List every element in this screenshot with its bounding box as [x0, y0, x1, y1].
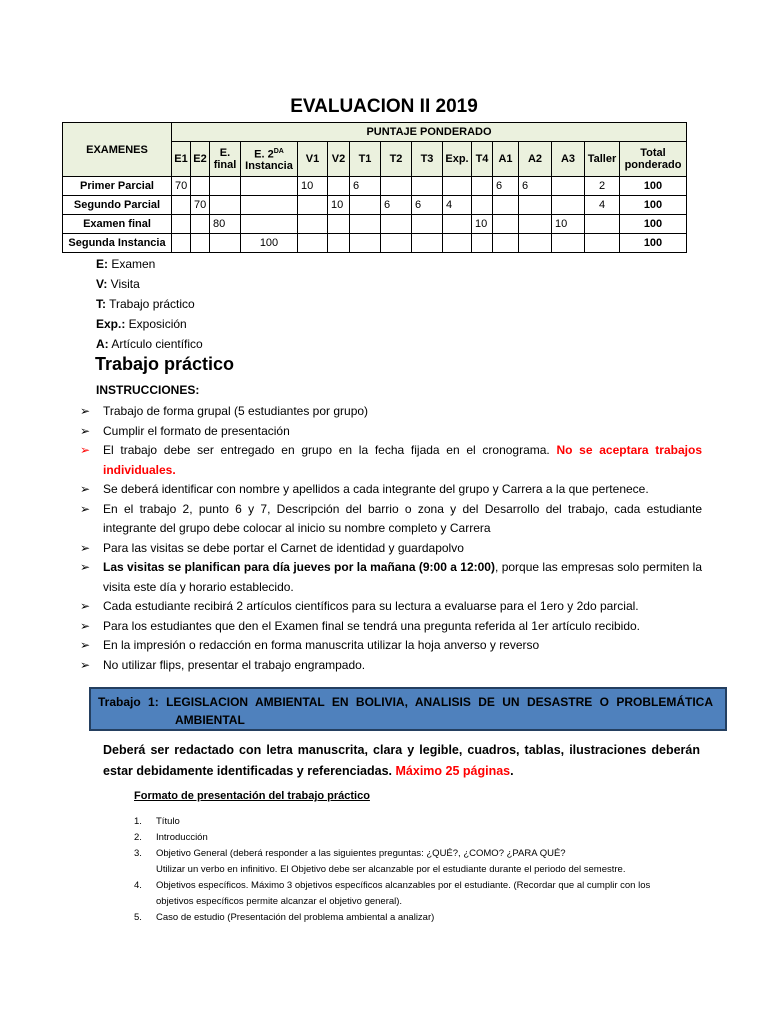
table-cell [493, 215, 519, 234]
header-e2: E2 [191, 142, 210, 177]
table-cell [412, 234, 443, 253]
table-cell [210, 177, 241, 196]
header-e1: E1 [172, 142, 191, 177]
table-row [63, 196, 687, 215]
table-cell [210, 234, 241, 253]
legend-item: Exp.: Exposición [96, 317, 187, 331]
header-a2: A2 [519, 142, 552, 177]
arrow-bullet-icon: ➢ [80, 423, 91, 438]
list-item: ➢ El trabajo debe ser entregado en grupo en la fecha fijada en el cronograma. No se aceptara trabajos individuales. [80, 443, 702, 477]
table-cell [585, 234, 620, 253]
table-cell [350, 234, 381, 253]
row-total: 100 [620, 196, 687, 215]
header-exp: Exp. [443, 142, 472, 177]
row-label: Segunda Instancia [63, 234, 172, 253]
table-cell [472, 234, 493, 253]
row-total: 100 [620, 177, 687, 196]
table-cell: 10 [298, 177, 328, 196]
arrow-bullet-icon: ➢ [80, 618, 91, 633]
header-total-ponderado: Total ponderado [620, 142, 687, 177]
header-t1: T1 [350, 142, 381, 177]
table-cell: 6 [493, 177, 519, 196]
table-cell [519, 215, 552, 234]
list-item: ➢ Se deberá identificar con nombre y apellidos a cada integrante del grupo y Carrera a la que pertenece. [80, 480, 702, 500]
arrow-bullet-icon: ➢ [80, 657, 91, 672]
header-v1: V1 [298, 142, 328, 177]
list-item: 1. Título [134, 816, 180, 827]
table-cell [172, 234, 191, 253]
table-cell [298, 196, 328, 215]
list-item: ➢ No utilizar flips, presentar el trabajo engrampado. [80, 656, 702, 676]
table-cell [328, 215, 350, 234]
arrow-bullet-icon: ➢ [80, 443, 91, 457]
format-title: Formato de presentación del trabajo práctico [134, 790, 370, 802]
section-title: Trabajo práctico [95, 354, 235, 374]
arrow-bullet-icon: ➢ [80, 560, 91, 574]
assignment-heading-line1: Trabajo 1: LEGISLACION AMBIENTAL EN BOLIVIA, ANALISIS DE UN DESASTRE O PROBLEMÁTICA [98, 695, 713, 709]
table-cell [328, 177, 350, 196]
table-cell [241, 215, 298, 234]
table-cell [519, 234, 552, 253]
header-puntaje-ponderado: PUNTAJE PONDERADO [172, 123, 687, 142]
table-cell: 4 [585, 196, 620, 215]
table-cell [298, 215, 328, 234]
document-title: EVALUACION II 2019 [290, 96, 478, 117]
header-e-final: E. final [210, 142, 241, 177]
table-cell [412, 215, 443, 234]
table-cell [191, 234, 210, 253]
table-cell [241, 196, 298, 215]
table-cell: 70 [172, 177, 191, 196]
table-cell: 80 [210, 215, 241, 234]
instructions-heading: INSTRUCCIONES: [96, 383, 200, 397]
assignment-heading-box [89, 687, 727, 731]
table-cell: 100 [241, 234, 298, 253]
legend [96, 254, 203, 354]
table-cell [172, 215, 191, 234]
table-row [63, 177, 687, 196]
grades-table [62, 122, 687, 253]
list-item: ➢ Para los estudiantes que den el Examen final se tendrá una pregunta referida al 1er artículo recibido. [80, 617, 702, 637]
arrow-bullet-icon: ➢ [80, 501, 91, 516]
arrow-bullet-icon: ➢ [80, 599, 91, 613]
table-cell [298, 234, 328, 253]
format-list [134, 814, 714, 926]
table-cell [172, 196, 191, 215]
list-item: ➢ Para las visitas se debe portar el Carnet de identidad y guardapolvo [80, 539, 702, 559]
table-cell [350, 196, 381, 215]
header-examenes: EXAMENES [63, 123, 172, 177]
table-cell [552, 177, 585, 196]
table-cell [443, 177, 472, 196]
table-cell: 6 [519, 177, 552, 196]
table-cell [350, 215, 381, 234]
header-t4: T4 [472, 142, 493, 177]
table-cell: 70 [191, 196, 210, 215]
table-cell [519, 196, 552, 215]
table-cell [412, 177, 443, 196]
instructions-list [80, 402, 702, 675]
arrow-bullet-icon: ➢ [80, 404, 91, 418]
list-item: ➢ Las visitas se planifican para día jueves por la mañana (9:00 a 12:00), porque las empresas solo permiten la visita este día y horario establecido. [80, 560, 702, 594]
arrow-bullet-icon: ➢ [80, 638, 91, 652]
table-cell [381, 234, 412, 253]
table-row [63, 234, 687, 253]
header-e-2da-instancia: E. $2^{DA}$ Instancia [241, 142, 298, 177]
table-cell [552, 196, 585, 215]
list-item: ➢ Trabajo de forma grupal (5 estudiantes por grupo) [80, 402, 702, 422]
list-item: 2. Introducción [134, 832, 208, 843]
table-cell [443, 234, 472, 253]
row-label: Primer Parcial [63, 177, 172, 196]
table-cell [472, 196, 493, 215]
list-item: ➢ En la impresión o redacción en forma manuscrita utilizar la hoja anverso y reverso [80, 636, 702, 656]
row-label: Examen final [63, 215, 172, 234]
arrow-bullet-icon: ➢ [80, 540, 91, 555]
table-cell: 10 [328, 196, 350, 215]
table-cell [552, 234, 585, 253]
table-cell [210, 196, 241, 215]
table-cell: 10 [552, 215, 585, 234]
header-t3: T3 [412, 142, 443, 177]
table-row [63, 215, 687, 234]
legend-item: A: Artículo científico [96, 337, 203, 351]
table-cell: 2 [585, 177, 620, 196]
list-item: ➢ En el trabajo 2, punto 6 y 7, Descripción del barrio o zona y del Desarrollo del trabajo, cada estudiante integrante del grupo debe colocar al inicio su nombre completo y Carrera [80, 501, 702, 535]
header-taller: Taller [585, 142, 620, 177]
assignment-heading-line2: AMBIENTAL [175, 713, 245, 727]
legend-item: E: Examen [96, 257, 156, 271]
assignment-description: Deberá ser redactado con letra manuscrita, clara y legible, cuadros, tablas, ilustraciones deberán estar debidamente identificadas y referenciadas. Máximo 25 páginas. [103, 743, 700, 778]
table-cell [443, 215, 472, 234]
header-t2: T2 [381, 142, 412, 177]
table-cell [191, 215, 210, 234]
list-item: 4. Objetivos específicos. Máximo 3 objetivos específicos alcanzables por el estudiante. (Recordar que al cumplir con los objetivos específicos permite alcanzar el objetivo general). [134, 880, 651, 907]
warning-text: No se aceptara trabajos individuales. [103, 443, 702, 477]
list-item: ➢ Cada estudiante recibirá 2 artículos científicos para su lectura a evaluarse para el 1ero y 2do parcial. [80, 597, 702, 617]
table-cell [381, 215, 412, 234]
table-cell: 10 [472, 215, 493, 234]
table-cell: 4 [443, 196, 472, 215]
table-cell [585, 215, 620, 234]
row-total: 100 [620, 234, 687, 253]
header-a1: A1 [493, 142, 519, 177]
legend-item: V: Visita [96, 277, 140, 291]
header-a3: A3 [552, 142, 585, 177]
table-cell [472, 177, 493, 196]
table-cell [493, 234, 519, 253]
table-cell [241, 177, 298, 196]
max-pages-note: Máximo 25 páginas [395, 764, 511, 778]
table-cell: 6 [381, 196, 412, 215]
list-item: ➢ Cumplir el formato de presentación [80, 422, 702, 442]
table-cell: 6 [412, 196, 443, 215]
arrow-bullet-icon: ➢ [80, 482, 91, 496]
table-cell [381, 177, 412, 196]
table-cell: 6 [350, 177, 381, 196]
table-cell [493, 196, 519, 215]
header-v2: V2 [328, 142, 350, 177]
list-item: 3. Objetivo General (deberá responder a las siguientes preguntas: ¿QUÉ?, ¿COMO? ¿PARA QUÉ? Utilizar un verbo en infinitivo. El Objetivo debe ser alcanzable por el estudiante durante el periodo del semestre. [134, 848, 626, 875]
list-item: 5. Caso de estudio (Presentación del problema ambiental a analizar) [134, 912, 435, 923]
row-label: Segundo Parcial [63, 196, 172, 215]
table-cell [191, 177, 210, 196]
legend-item: T: Trabajo práctico [96, 297, 195, 311]
row-total: 100 [620, 215, 687, 234]
table-cell [328, 234, 350, 253]
